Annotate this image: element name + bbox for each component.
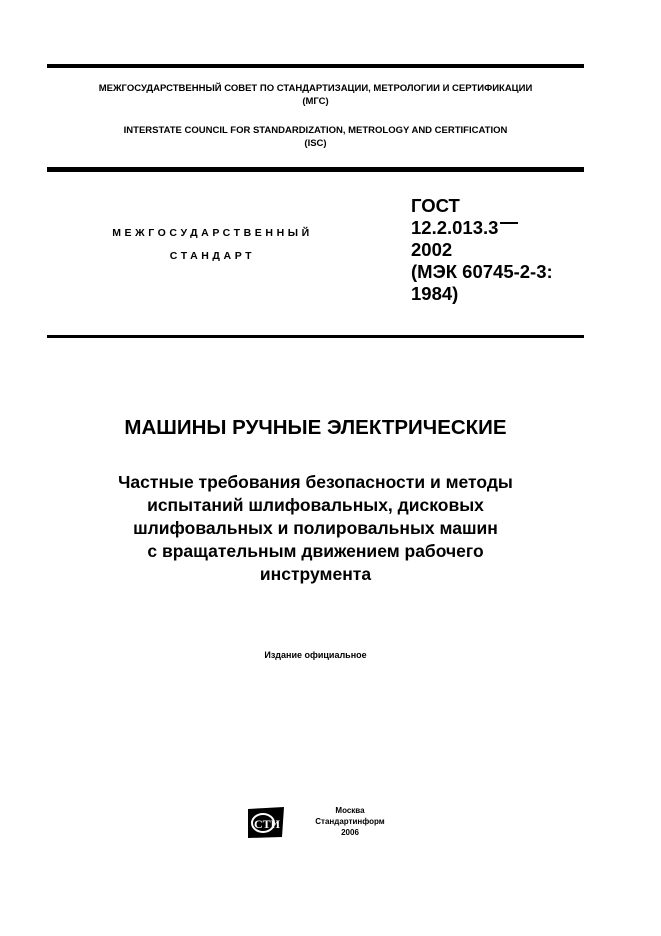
- standartinform-logo-icon: [246, 806, 286, 839]
- designation-number-line: [411, 217, 553, 239]
- subtitle-line: Частные требования безопасности и методы: [118, 472, 513, 492]
- designation-iec-year: 1984): [411, 283, 459, 304]
- publisher-info: [300, 805, 400, 838]
- council-en: [47, 124, 584, 150]
- council-ru: [47, 82, 584, 108]
- header-rule: [47, 167, 584, 172]
- publisher-city: Москва: [335, 806, 365, 815]
- subtitle-line: шлифовальных и полировальных машин: [133, 518, 498, 538]
- council-ru-name: МЕЖГОСУДАРСТВЕННЫЙ СОВЕТ ПО СТАНДАРТИЗАЦИИ, МЕТРОЛОГИИ И СЕРТИФИКАЦИИ: [98, 83, 533, 94]
- document-title: МАШИНЫ РУЧНЫЕ ЭЛЕКТРИЧЕСКИЕ: [124, 416, 507, 439]
- designation: [411, 195, 553, 305]
- standard-type-line2: СТАНДАРТ: [169, 250, 256, 262]
- document-subtitle: [47, 471, 584, 586]
- dash: [500, 222, 518, 224]
- designation-number: 12.2.013.3: [411, 217, 499, 238]
- top-rule: [47, 64, 584, 68]
- council-en-name: INTERSTATE COUNCIL FOR STANDARDIZATION, METROLOGY AND CERTIFICATION: [123, 125, 508, 136]
- designation-iec: (МЭК 60745-2-3:: [411, 261, 553, 282]
- council-en-abbr: (ISC): [304, 138, 327, 149]
- designation-gost: ГОСТ: [411, 195, 460, 216]
- standard-type-line1: МЕЖГОСУДАРСТВЕННЫЙ: [112, 227, 313, 239]
- publisher-name: Стандартинформ: [315, 817, 385, 826]
- subtitle-line: инструмента: [259, 564, 372, 584]
- svg-text:СТИ: СТИ: [253, 817, 281, 831]
- designation-rule: [47, 335, 584, 338]
- council-ru-abbr: (МГС): [302, 96, 329, 107]
- edition-label: Издание официальное: [264, 650, 367, 660]
- subtitle-line: испытаний шлифовальных, дисковых: [147, 495, 484, 515]
- designation-year: 2002: [411, 239, 453, 260]
- publisher-year: 2006: [341, 828, 359, 837]
- subtitle-line: с вращательным движением рабочего: [147, 541, 484, 561]
